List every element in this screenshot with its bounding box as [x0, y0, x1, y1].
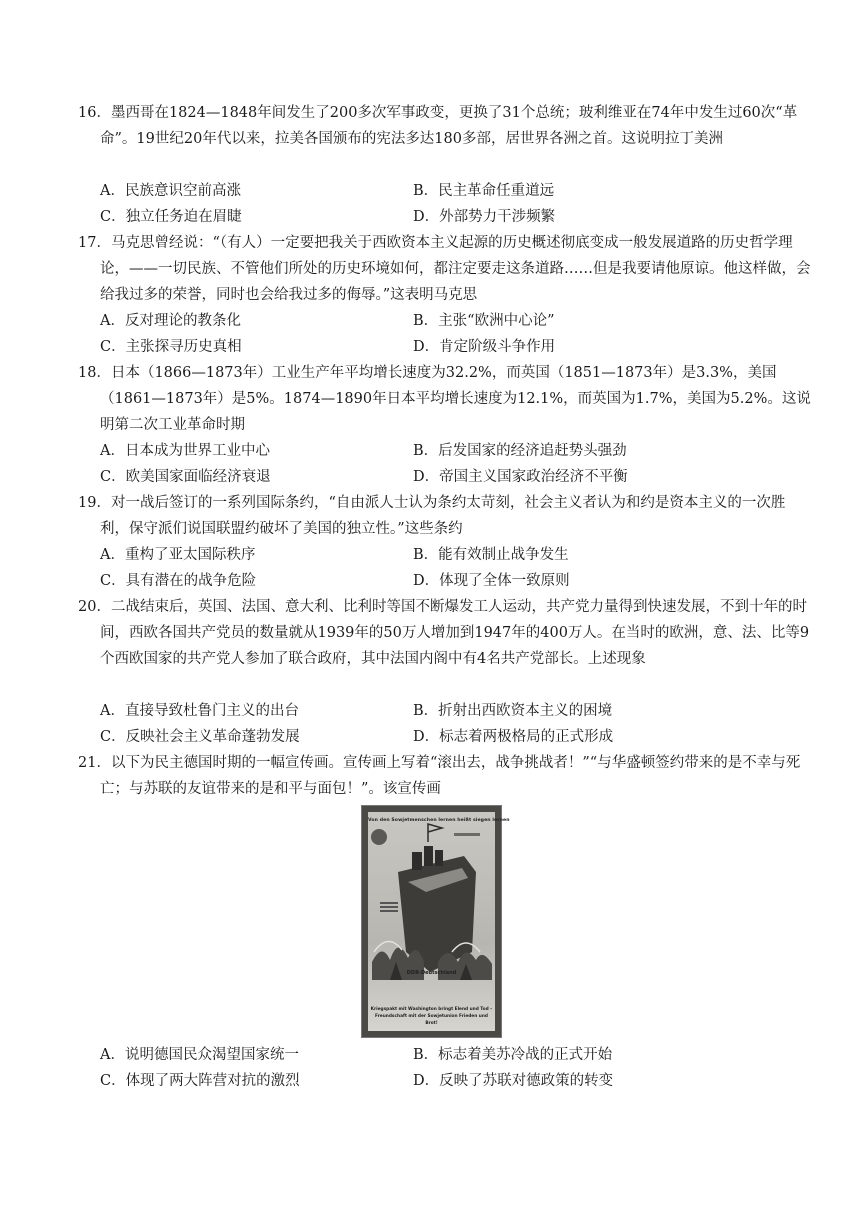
option-b[interactable]: B．标志着美苏冷战的正式开始	[413, 1047, 613, 1063]
question-number: 21．	[78, 755, 111, 771]
option-a[interactable]: A．反对理论的教条化	[100, 313, 241, 329]
option-b[interactable]: B．主张“欧洲中心论”	[413, 313, 555, 329]
option-a[interactable]: A．民族意识空前高涨	[100, 183, 241, 199]
option-a[interactable]: A．日本成为世界工业中心	[100, 443, 270, 459]
question-19	[78, 490, 812, 542]
question-stem: 以下为民主德国时期的一幅宣传画。宣传画上写着“滚出去，战争挑战者！”“与华盛顿签约带来的是不幸与死亡；与苏联的友谊带来的是和平与面包！”。该宣传画	[100, 755, 801, 797]
option-c[interactable]: C．具有潜在的战争危险	[100, 573, 257, 589]
option-b[interactable]: B．折射出西欧资本主义的困境	[413, 703, 613, 719]
question-number: 16．	[78, 105, 111, 121]
option-b[interactable]: B．能有效制止战争发生	[413, 547, 569, 563]
poster-banner-text: DDR-Deutschland	[406, 970, 457, 976]
poster-footer-line-1: Kriegspakt mit Washington bringt Elend und Tod –	[370, 1007, 493, 1012]
option-c[interactable]: C．独立任务迫在眉睫	[100, 209, 242, 225]
option-c[interactable]: C．体现了两大阵营对抗的激烈	[100, 1073, 300, 1089]
question-16	[78, 100, 812, 152]
option-a[interactable]: A．直接导致杜鲁门主义的出台	[100, 703, 299, 719]
question-stem: 墨西哥在1824—1848年间发生了200多次军事政变，更换了31个总统；玻利维亚在74年中发生过60次“革命”。19世纪20年代以来，拉美各国颁布的宪法多达180多部，居世界各洲之首。这说明拉丁美洲	[100, 105, 798, 147]
question-stem: 马克思曾经说：“（有人）一定要把我关于西欧资本主义起源的历史概述彻底变成一般发展道路的历史哲学理论，——一切民族、不管他们所处的历史环境如何，都注定要走这条道路……但是我要请他原谅。他这样做，会给我过多的荣誉，同时也会给我过多的侮辱。”这表明马克思	[100, 235, 811, 303]
option-b[interactable]: B．后发国家的经济追赶势头强劲	[413, 443, 627, 459]
question-20	[78, 594, 812, 672]
poster-title: Von den Sowjetmenschen lernen heißt siegen lernen	[368, 818, 510, 823]
question-stem: 日本（1866—1873年）工业生产年平均增长速度为32.2%，而英国（1851—1873年）是3.3%，美国（1861—1873年）是5%。1874—1890年日本平均增长速度为12.1%，而英国为1.7%，美国为5.2%。这说明第二次工业革命时期	[100, 365, 811, 433]
option-d[interactable]: D．肯定阶级斗争作用	[413, 339, 556, 355]
option-c[interactable]: C．主张探寻历史真相	[100, 339, 242, 355]
question-number: 20．	[78, 599, 111, 615]
option-c[interactable]: C．欧美国家面临经济衰退	[100, 469, 271, 485]
poster-footer-line-2: Freundschaft mit der Sowjetunion Frieden und Brot!	[375, 1014, 488, 1026]
option-d[interactable]: D．反映了苏联对德政策的转变	[413, 1073, 614, 1089]
question-number: 17．	[78, 235, 111, 251]
option-a[interactable]: A．说明德国民众渴望国家统一	[100, 1047, 299, 1063]
option-d[interactable]: D．帝国主义国家政治经济不平衡	[413, 469, 628, 485]
option-b[interactable]: B．民主革命任重道远	[413, 183, 555, 199]
option-d[interactable]: D．外部势力干涉频繁	[413, 209, 556, 225]
question-21	[78, 750, 812, 802]
question-17	[78, 230, 812, 308]
question-stem: 对一战后签订的一系列国际条约，“自由派人士认为条约太苛刻，社会主义者认为和约是资本主义的一次胜利，保守派们说国联盟约破坏了美国的独立性。”这些条约	[100, 495, 786, 537]
emblem-icon	[371, 829, 387, 845]
propaganda-poster-image	[361, 805, 510, 1038]
question-18	[78, 360, 812, 438]
poster-illustration	[368, 812, 510, 1033]
question-stem: 二战结束后，英国、法国、意大利、比利时等国不断爆发工人运动，共产党力量得到快速发展，不到十年的时间，西欧各国共产党员的数量就从1939年的50万人增加到1947年的400万人。在当时的欧洲，意、法、比等9个西欧国家的共产党人参加了联合政府，其中法国内阁中有4名共产党部长。上述现象	[100, 599, 810, 667]
option-a[interactable]: A．重构了亚太国际秩序	[100, 547, 256, 563]
poster-footer	[370, 1006, 493, 1027]
option-c[interactable]: C．反映社会主义革命蓬勃发展	[100, 729, 300, 745]
option-d[interactable]: D．体现了全体一致原则	[413, 573, 570, 589]
question-number: 19．	[78, 495, 111, 511]
question-number: 18．	[78, 365, 111, 381]
option-d[interactable]: D．标志着两极格局的正式形成	[413, 729, 614, 745]
poster-canvas	[368, 812, 510, 1031]
